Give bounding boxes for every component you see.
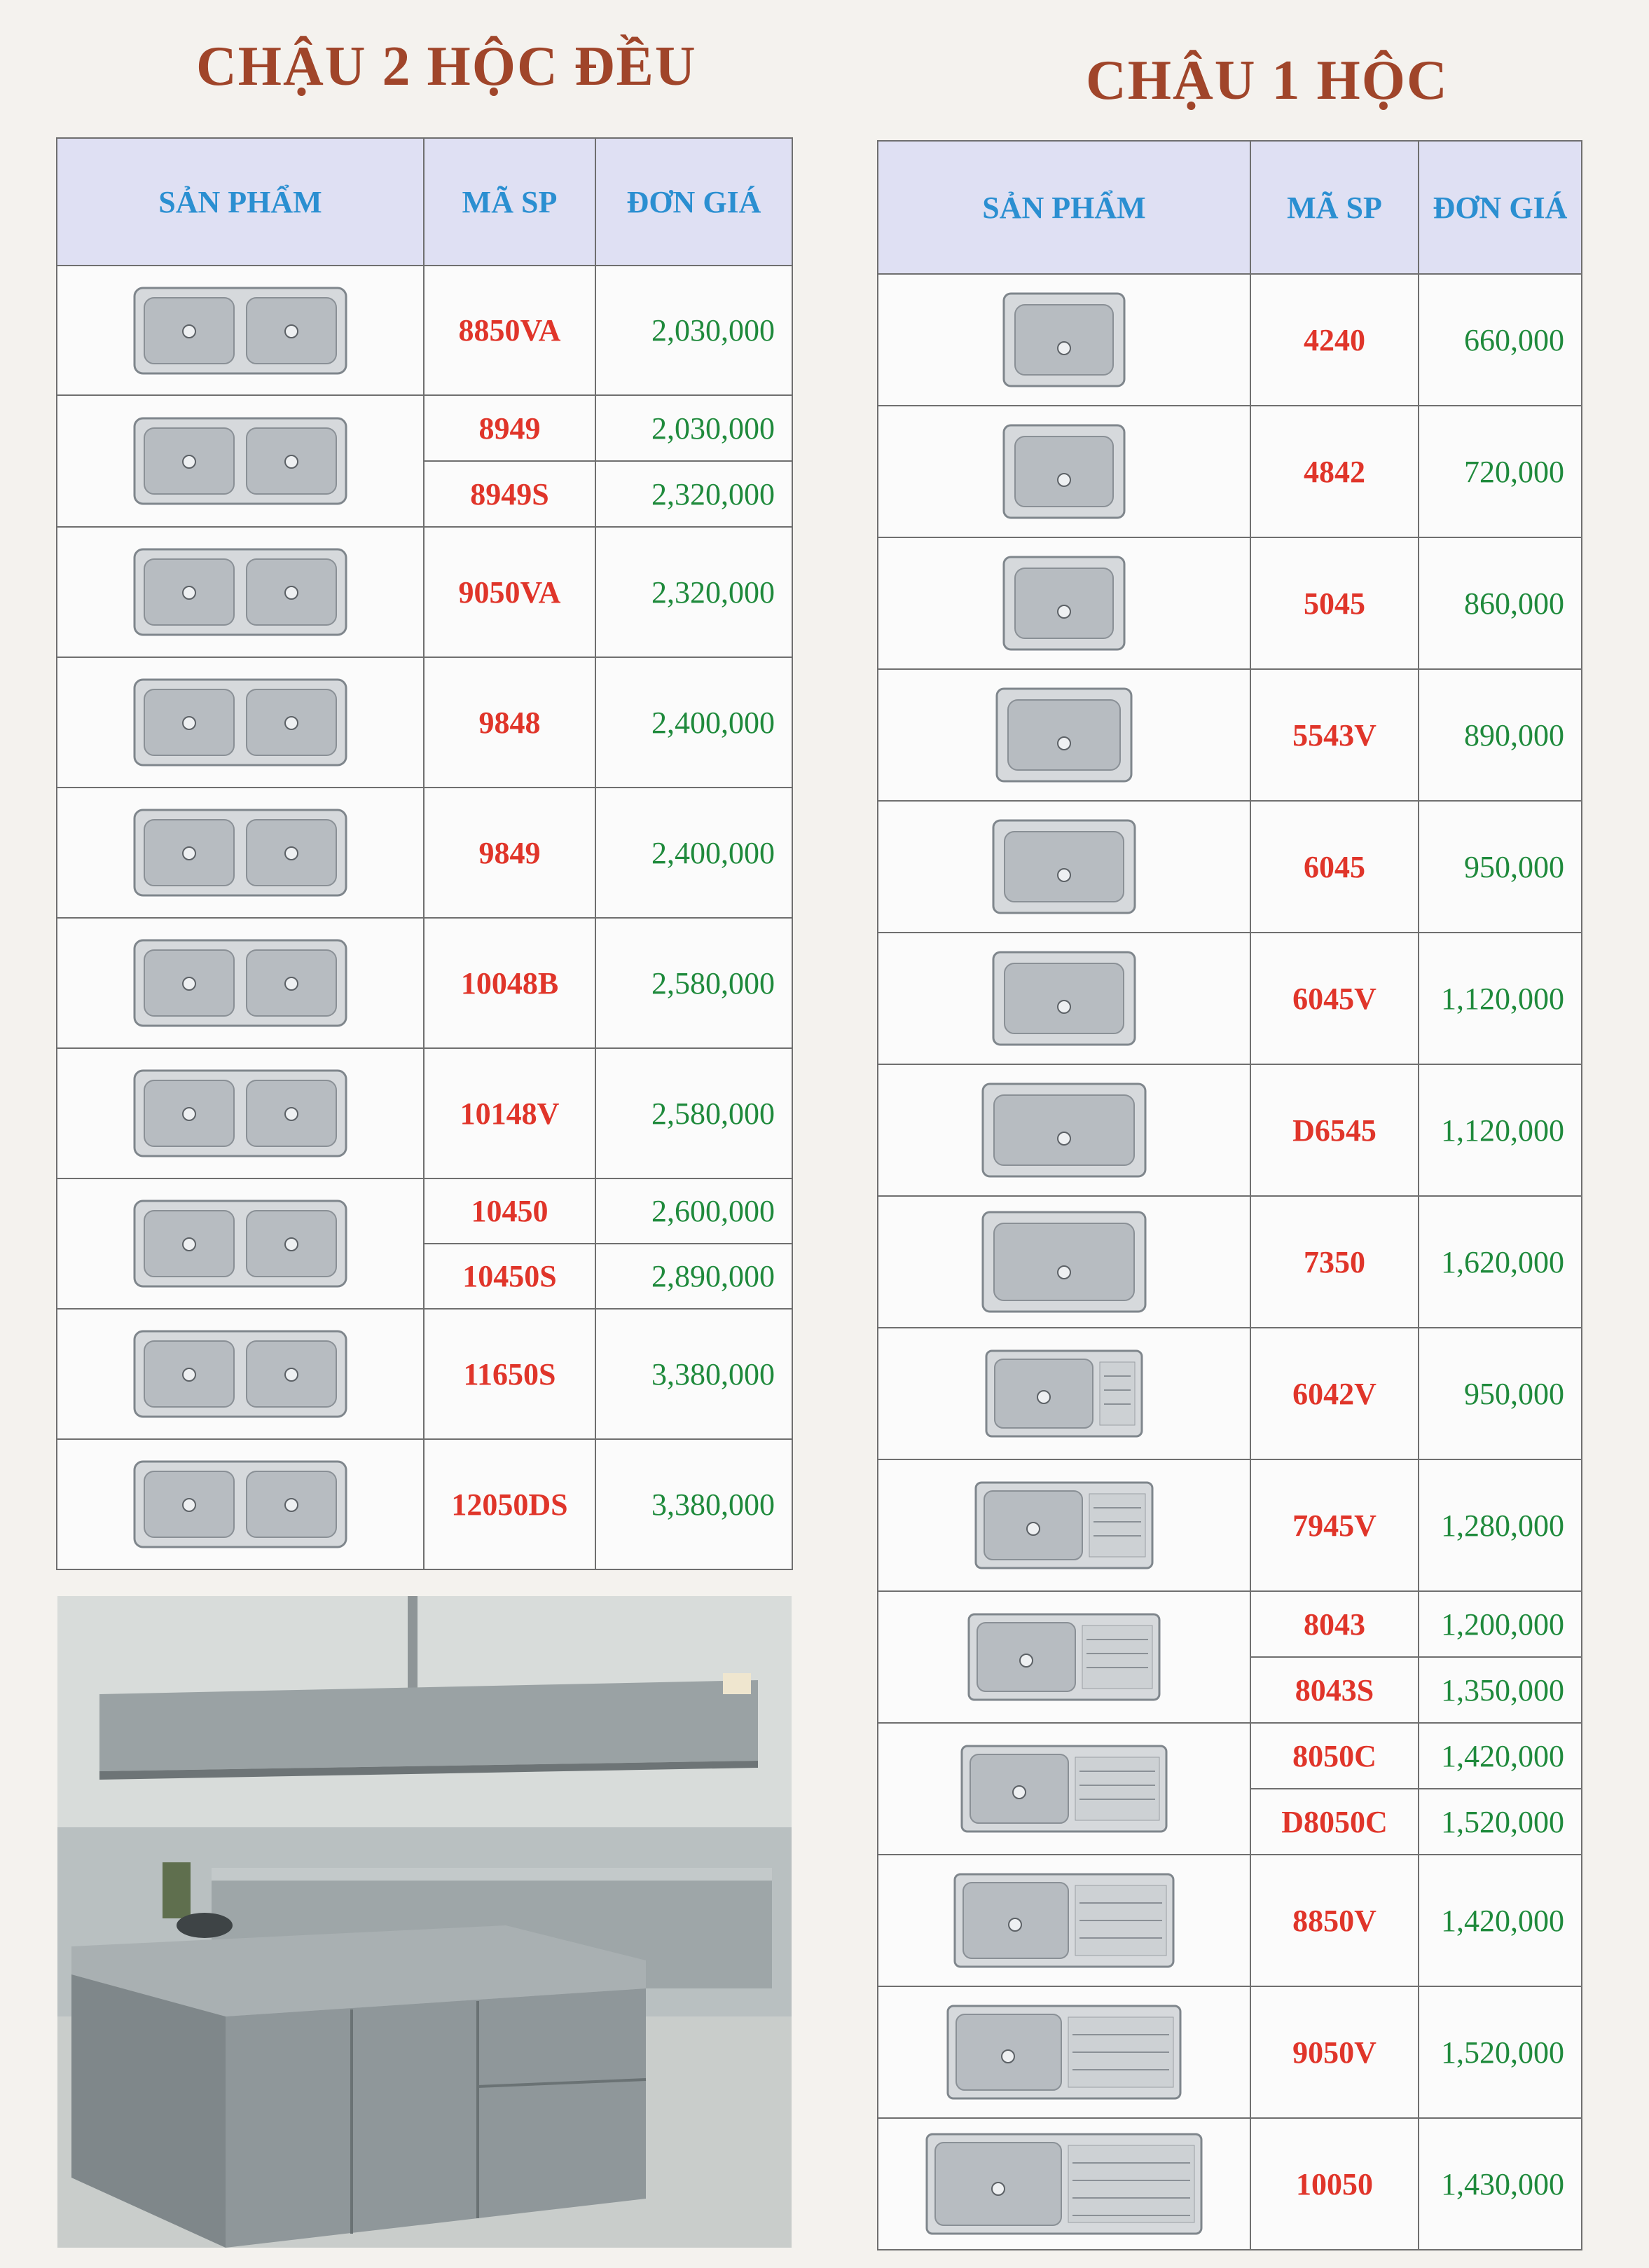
product-price: 2,400,000 [595,788,792,918]
table-header-row [57,138,792,266]
product-code: 8949 [424,395,595,461]
product-price: 2,400,000 [595,657,792,788]
product-price: 2,600,000 [595,1178,792,1244]
kitchen-photo [57,1596,792,2248]
product-image-cell [878,406,1250,537]
product-code: 5045 [1250,537,1419,669]
product-code: 8043 [1250,1591,1419,1657]
sink-with-drainboard-image [966,1611,1162,1703]
product-code: 10450S [424,1244,595,1309]
product-code: 6045 [1250,801,1419,933]
product-code: 6045V [1250,933,1419,1064]
product-price: 1,520,000 [1419,1789,1582,1855]
double-sink-image [132,1068,349,1159]
product-code: 8850V [1250,1855,1419,1986]
product-image-cell [878,1723,1250,1855]
product-code: 8949S [424,461,595,527]
product-image-cell [57,1178,424,1309]
single-sink-image [1001,422,1127,521]
product-image-cell [57,266,424,395]
table-row [57,657,792,788]
single-sink-image [1001,291,1127,389]
product-price: 2,030,000 [595,266,792,395]
table-row [878,1196,1582,1328]
double-sink-image [132,285,349,376]
table-row [878,1064,1582,1196]
table-row [878,801,1582,933]
table-row [57,1178,792,1244]
single-sink-image [1001,554,1127,652]
product-price: 1,120,000 [1419,1064,1582,1196]
product-code: 7945V [1250,1459,1419,1591]
sink-with-drainboard-image [952,1871,1176,1970]
table-header-row [878,141,1582,274]
product-image-cell [57,788,424,918]
product-price: 1,350,000 [1419,1657,1582,1723]
product-price: 3,380,000 [595,1439,792,1569]
sink-with-drainboard-image [945,2003,1183,2101]
title-double-sink: CHẬU 2 HỘC ĐỀU [196,36,697,97]
table-row [878,2118,1582,2250]
sink-with-drainboard-image [924,2131,1204,2236]
product-image-cell [878,933,1250,1064]
product-image-cell [57,1309,424,1439]
header-code: MÃ SP [424,138,595,266]
product-price: 1,430,000 [1419,2118,1582,2250]
product-price: 1,620,000 [1419,1196,1582,1328]
product-image-cell [878,1196,1250,1328]
table-row [57,918,792,1048]
product-image-cell [878,1459,1250,1591]
table-row [878,1591,1582,1657]
product-price: 660,000 [1419,274,1582,406]
product-code: 9050V [1250,1986,1419,2118]
price-table-double-sink [56,137,793,1570]
product-code: 8050C [1250,1723,1419,1789]
product-code: 10050 [1250,2118,1419,2250]
product-image-cell [878,537,1250,669]
table-row [878,933,1582,1064]
table-row [878,1855,1582,1986]
table-row [57,395,792,461]
product-code: 4842 [1250,406,1419,537]
table-row [878,669,1582,801]
product-image-cell [878,669,1250,801]
double-sink-image [132,807,349,898]
product-price: 890,000 [1419,669,1582,801]
table-row [878,1459,1582,1591]
single-sink-image [991,818,1138,916]
product-price: 950,000 [1419,801,1582,933]
single-sink-image [980,1209,1148,1314]
table-row [57,1048,792,1178]
table-row [878,406,1582,537]
product-image-cell [57,1439,424,1569]
product-code: 10148V [424,1048,595,1178]
double-sink-image [132,547,349,638]
product-price: 2,580,000 [595,1048,792,1178]
table-row [878,1986,1582,2118]
product-image-cell [57,1048,424,1178]
product-price: 950,000 [1419,1328,1582,1459]
product-price: 2,320,000 [595,527,792,657]
product-image-cell [878,1328,1250,1459]
table-row [878,537,1582,669]
product-code: 12050DS [424,1439,595,1569]
product-code: 5543V [1250,669,1419,801]
product-price: 2,320,000 [595,461,792,527]
product-image-cell [878,1591,1250,1723]
product-price: 720,000 [1419,406,1582,537]
product-price: 2,890,000 [595,1244,792,1309]
product-price: 1,120,000 [1419,933,1582,1064]
sink-with-drainboard-image [973,1480,1155,1571]
product-code: 6042V [1250,1328,1419,1459]
title-single-sink: CHẬU 1 HỘC [1086,50,1449,111]
double-sink-image [132,1459,349,1550]
table-row [57,1439,792,1569]
table-row [57,527,792,657]
product-image-cell [57,395,424,527]
product-image-cell [878,1855,1250,1986]
product-image-cell [878,1986,1250,2118]
table-row [57,266,792,395]
product-code: 8043S [1250,1657,1419,1723]
table-row [57,788,792,918]
product-price: 1,420,000 [1419,1855,1582,1986]
product-price: 860,000 [1419,537,1582,669]
product-code: 10450 [424,1178,595,1244]
double-sink-image [132,1198,349,1289]
table-row [878,1723,1582,1789]
product-image-cell [57,527,424,657]
price-table-single-sink [877,140,1582,2250]
product-price: 1,420,000 [1419,1723,1582,1789]
sink-with-drainboard-image [984,1348,1145,1439]
product-code: 9848 [424,657,595,788]
product-image-cell [57,918,424,1048]
product-code: 4240 [1250,274,1419,406]
product-image-cell [878,274,1250,406]
product-price: 3,380,000 [595,1309,792,1439]
product-price: 1,520,000 [1419,1986,1582,2118]
product-code: 10048B [424,918,595,1048]
single-sink-image [994,686,1134,784]
product-code: D6545 [1250,1064,1419,1196]
product-code: 9849 [424,788,595,918]
single-sink-image [980,1081,1148,1179]
double-sink-image [132,1328,349,1420]
product-price: 2,030,000 [595,395,792,461]
product-price: 1,200,000 [1419,1591,1582,1657]
product-image-cell [878,1064,1250,1196]
header-product: SẢN PHẨM [878,141,1250,274]
header-price: ĐƠN GIÁ [1419,141,1582,274]
header-product: SẢN PHẨM [57,138,424,266]
header-code: MÃ SP [1250,141,1419,274]
product-image-cell [878,801,1250,933]
table-row [878,274,1582,406]
product-price: 2,580,000 [595,918,792,1048]
single-sink-image [991,949,1138,1047]
product-code: 8850VA [424,266,595,395]
product-code: 7350 [1250,1196,1419,1328]
double-sink-image [132,677,349,768]
sink-with-drainboard-image [959,1743,1169,1834]
product-code: 11650S [424,1309,595,1439]
header-price: ĐƠN GIÁ [595,138,792,266]
table-row [57,1309,792,1439]
product-code: D8050C [1250,1789,1419,1855]
product-code: 9050VA [424,527,595,657]
product-image-cell [878,2118,1250,2250]
double-sink-image [132,415,349,507]
product-image-cell [57,657,424,788]
double-sink-image [132,937,349,1029]
product-price: 1,280,000 [1419,1459,1582,1591]
table-row [878,1328,1582,1459]
